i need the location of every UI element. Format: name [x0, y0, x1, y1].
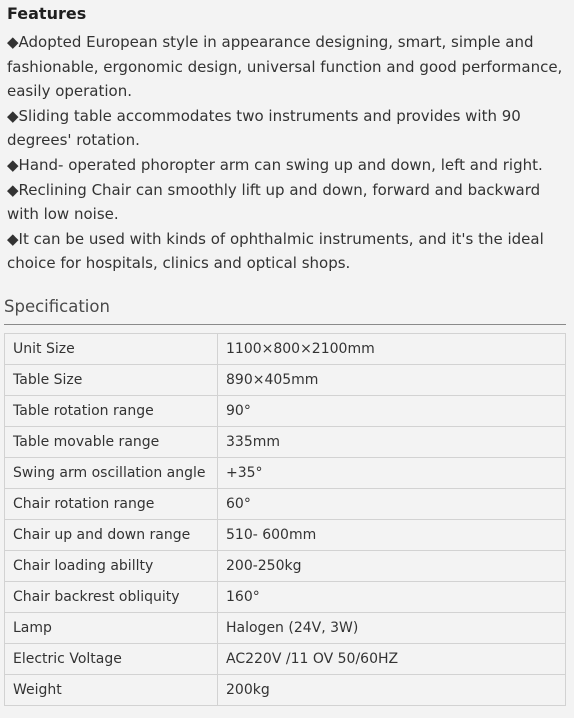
spec-value: 1100×800×2100mm [218, 334, 566, 365]
table-row [5, 582, 566, 613]
feature-item: ◆Hand- operated phoropter arm can swing up and down, left and right. [7, 155, 543, 174]
spec-value: 335mm [218, 427, 566, 458]
spec-label: Table movable range [5, 427, 218, 458]
spec-label: Chair backrest obliquity [5, 582, 218, 613]
features-heading: Features [7, 4, 87, 23]
features-list [7, 30, 569, 276]
specification-table [4, 333, 566, 706]
spec-value: 510- 600mm [218, 520, 566, 551]
table-row [5, 396, 566, 427]
specification-heading: Specification [4, 297, 110, 316]
feature-item: ◆Reclining Chair can smoothly lift up and down, forward and backward with low noise. [7, 180, 541, 224]
feature-item: ◆Sliding table accommodates two instruments and provides with 90 degrees' rotation. [7, 106, 521, 150]
spec-label: Swing arm oscillation angle [5, 458, 218, 489]
spec-label: Chair up and down range [5, 520, 218, 551]
table-row [5, 675, 566, 706]
spec-value: 200kg [218, 675, 566, 706]
spec-label: Electric Voltage [5, 644, 218, 675]
spec-label: Table Size [5, 365, 218, 396]
table-row [5, 365, 566, 396]
table-row [5, 551, 566, 582]
spec-value: Halogen (24V, 3W) [218, 613, 566, 644]
spec-label: Weight [5, 675, 218, 706]
spec-value: +35° [218, 458, 566, 489]
spec-value: 60° [218, 489, 566, 520]
spec-label: Unit Size [5, 334, 218, 365]
table-row [5, 427, 566, 458]
spec-label: Lamp [5, 613, 218, 644]
spec-label: Chair loading abillty [5, 551, 218, 582]
spec-label: Table rotation range [5, 396, 218, 427]
table-row [5, 334, 566, 365]
table-row [5, 613, 566, 644]
spec-value: 160° [218, 582, 566, 613]
table-row [5, 520, 566, 551]
feature-item: ◆It can be used with kinds of ophthalmic instruments, and it's the ideal choice for hospitals, clinics and optical shops. [7, 229, 544, 273]
spec-label: Chair rotation range [5, 489, 218, 520]
feature-item: ◆Adopted European style in appearance designing, smart, simple and fashionable, ergonomic design, universal function and good performance, easily operation. [7, 33, 563, 101]
table-row [5, 458, 566, 489]
spec-value: AC220V /11 OV 50/60HZ [218, 644, 566, 675]
spec-value: 890×405mm [218, 365, 566, 396]
spec-value: 200-250kg [218, 551, 566, 582]
specification-divider [4, 324, 566, 325]
table-row [5, 644, 566, 675]
spec-value: 90° [218, 396, 566, 427]
table-row [5, 489, 566, 520]
